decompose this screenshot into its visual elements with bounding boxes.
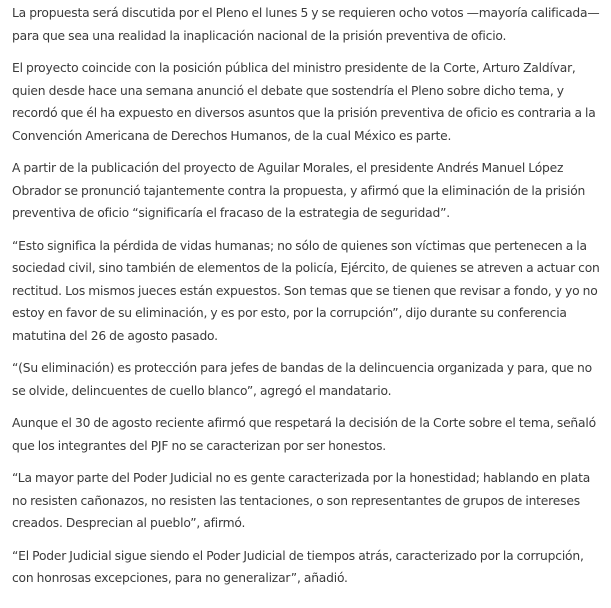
article-paragraph: El proyecto coincide con la posición pública del ministro presidente de la Corte, Arturo Zaldívar, quien desde hace una semana anunció el debate que sostendría el Pleno sobre dicho tema, y recordó que él ha expuesto en diversos asuntos que la prisión preventiva de oficio es contraria a la Convención Americana de Derechos Humanos, de la cual México es parte. bbox=[12, 61, 596, 143]
article-paragraph: A partir de la publicación del proyecto de Aguilar Morales, el presidente Andrés Manuel López Obrador se pronunció tajantemente contra la propuesta, y afirmó que la eliminación de la prisión preventiva de oficio “significaría el fracaso de la estrategia de seguridad”. bbox=[12, 161, 586, 220]
article-paragraph: “La mayor parte del Poder Judicial no es gente caracterizada por la honestidad; hablando en plata no resisten cañonazos, no resisten las tentaciones, o son representantes de grupos de intereses creados. Desprecian al pueblo”, afirmó. bbox=[12, 471, 591, 530]
article-paragraph: “El Poder Judicial sigue siendo el Poder Judicial de tiempos atrás, caracterizado por la corrupción, con honrosas excepciones, para no generalizar”, añadió. bbox=[12, 548, 584, 585]
article-paragraph: “(Su eliminación) es protección para jefes de bandas de la delincuencia organizada y para, que no se olvide, delincuentes de cuello blanco”, agregó el mandatario. bbox=[12, 361, 592, 398]
article-paragraph: La propuesta será discutida por el Pleno el lunes 5 y se requieren ocho votos —mayoría calificada— para que sea una realidad la inaplicación nacional de la prisión preventiva de oficio. bbox=[12, 6, 600, 43]
article-paragraph: Aunque el 30 de agosto reciente afirmó que respetará la decisión de la Corte sobre el tema, señaló que los integrantes del PJF no se caracterizan por ser honestos. bbox=[12, 416, 596, 453]
article-paragraph: “Esto significa la pérdida de vidas humanas; no sólo de quienes son víctimas que pertenecen a la sociedad civil, sino también de elementos de la policía, Ejército, de quienes se atreven a actuar con rectitud. Los mismos jueces están expuestos. Son temas que se tienen que revisar a fondo, y yo no estoy en favor de su eliminación, y es por esto, por la corrupción”, dijo durante su conferencia matutina del 26 de agosto pasado. bbox=[12, 238, 600, 343]
